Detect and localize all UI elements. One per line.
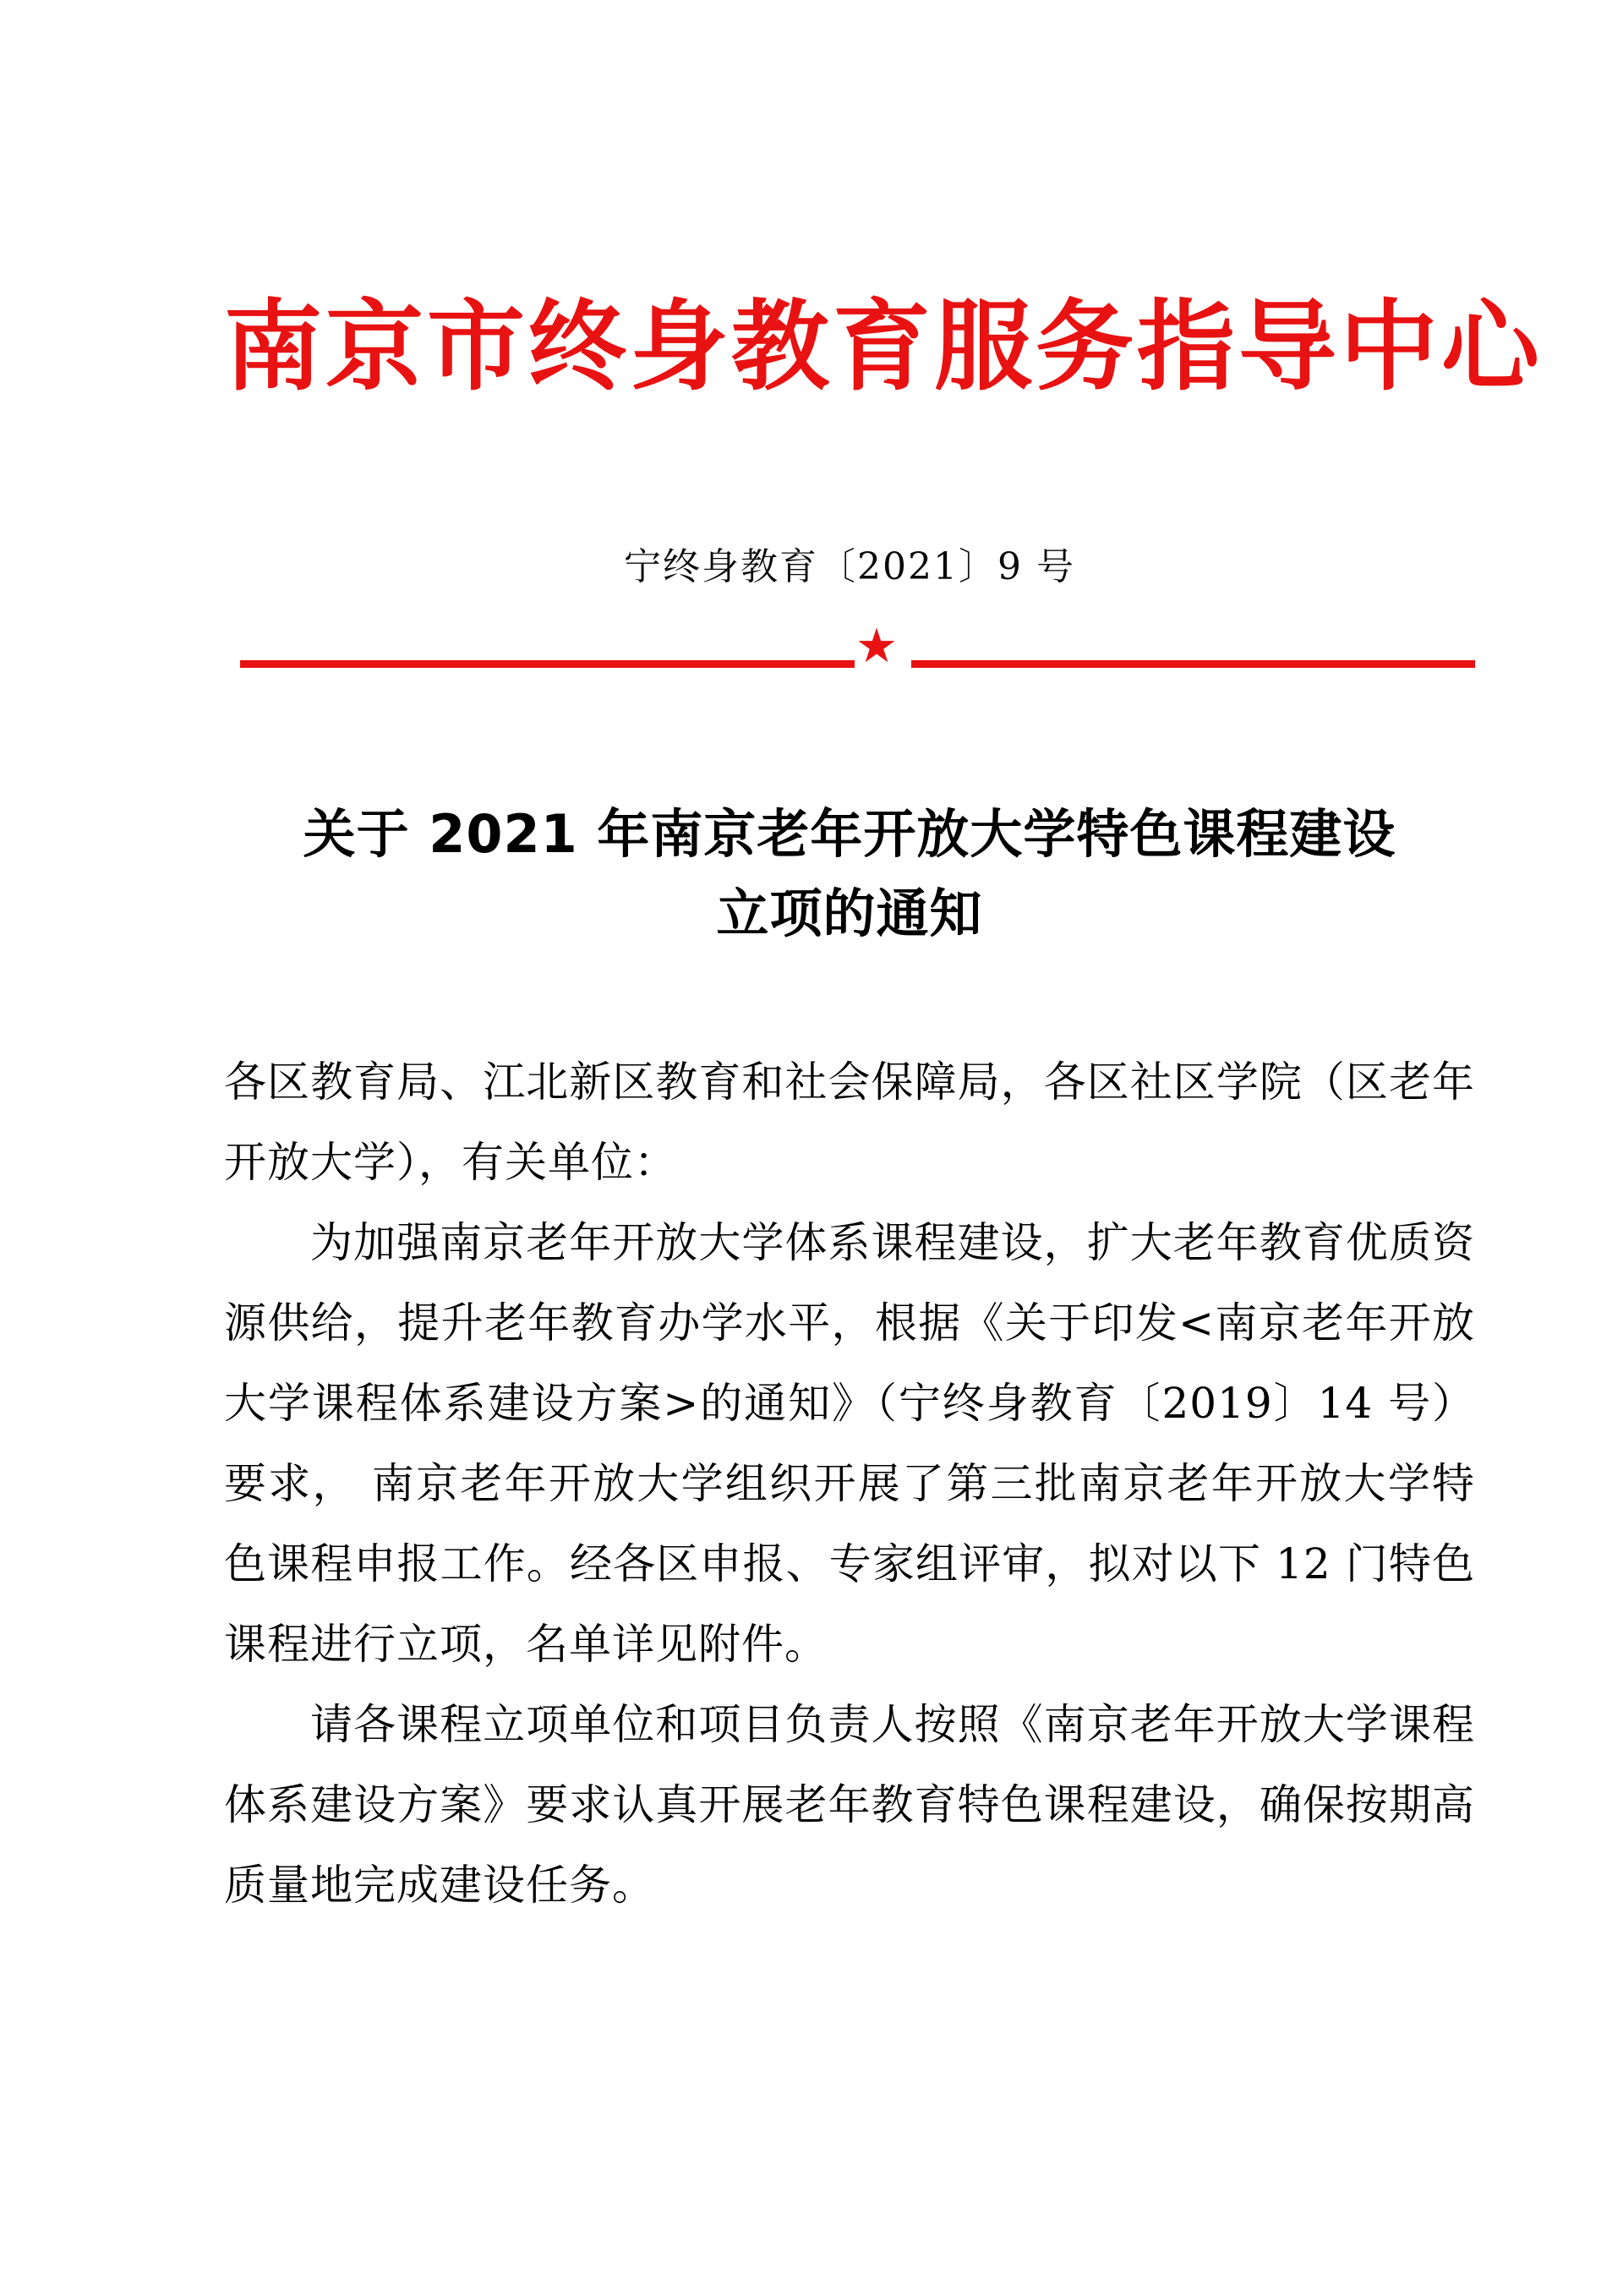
paragraph-request: 请各课程立项单位和项目负责人按照《南京老年开放大学课程体系建设方案》要求认真开展老年教育特色课程建设，确保按期高质量地完成建设任务。 <box>224 1700 1475 1910</box>
paragraph-background: 为加强南京老年开放大学体系课程建设，扩大老年教育优质资源供给，提升老年教育办学水平，根据《关于印发<南京老年开放大学课程体系建设方案>的通知》（宁终身教育〔2019〕14 号）要求， 南京老年开放大学组织开展了第三批南京老年开放大学特色课程申报工作。经各区申报、专家组评审，拟对以下 12 门特色课程进行立项，名单详见附件。 <box>224 1218 1475 1669</box>
divider-line-left <box>240 660 855 668</box>
doc-number: 宁终身教育〔2021〕9 号 <box>624 545 1075 588</box>
star-icon: ★ <box>855 619 899 674</box>
document-content <box>224 0 1543 2296</box>
document-title <box>224 795 1475 954</box>
document-title-line2: 立项的通知 <box>716 883 983 944</box>
paragraph-recipients: 各区教育局、江北新区教育和社会保障局，各区社区学院（区老年开放大学），有关单位： <box>224 1058 1475 1187</box>
org-title: 南京市终身教育服务指导中心 <box>224 289 1543 404</box>
document-title-line1: 关于 2021 年南京老年开放大学特色课程建设 <box>303 803 1396 865</box>
divider-line-right <box>911 660 1475 668</box>
document-body <box>224 1042 1475 1926</box>
